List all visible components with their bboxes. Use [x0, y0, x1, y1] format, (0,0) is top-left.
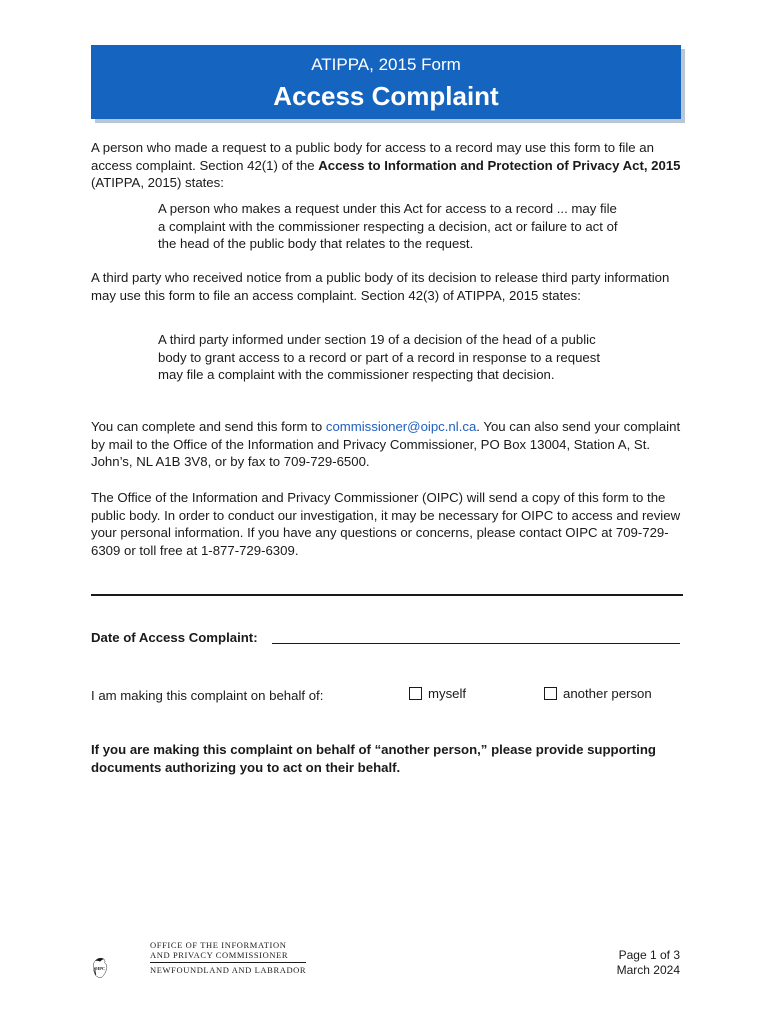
section-divider — [91, 594, 683, 596]
oipc-logo-text: OFFICE OF THE INFORMATION AND PRIVACY COMMISSIONER NEWFOUNDLAND AND LABRADOR — [150, 940, 307, 975]
another-person-checkbox[interactable] — [544, 687, 557, 700]
another-person-label: another person — [563, 686, 652, 701]
date-field[interactable] — [272, 643, 680, 644]
myself-label: myself — [428, 686, 467, 701]
intro-paragraph-1: A person who made a request to a public body for access to a record may use this form to file an access complaint. Section 42(1) of the Access to Information and Protection of Privacy Act, 2015 (ATIPPA, 2015) states: — [91, 140, 681, 190]
contact-paragraph: You can complete and send this form to commissioner@oipc.nl.ca. You can also send your complaint by mail to the Office of the Information and Privacy Commissioner, PO Box 13004, Station A, St. John’s, NL A1B 3V8, or by fax to 709-729-6500. — [91, 419, 681, 469]
email-link[interactable]: commissioner@oipc.nl.ca — [325, 419, 477, 434]
revision-date: March 2024 — [616, 963, 680, 977]
page-footer — [617, 948, 680, 978]
oipc-logo-emblem — [92, 930, 152, 1004]
option-another-person[interactable] — [544, 686, 652, 701]
form-header-banner — [91, 45, 681, 119]
act-name: Access to Information and Protection of Privacy Act, 2015 — [318, 157, 681, 173]
privacy-paragraph: The Office of the Information and Privacy Commissioner (OIPC) will send a copy of this form to the public body. In order to conduct our investigation, it may be necessary for OIPC to access and review your personal information. If you have any questions or concerns, please contact OIPC at 709-729-6309 or toll free at 1-877-729-6309. — [91, 490, 681, 558]
page-number: Page 1 of 3 — [618, 948, 680, 962]
date-label: Date of Access Complaint: — [91, 630, 258, 645]
myself-checkbox[interactable] — [409, 687, 422, 700]
intro-paragraph-2: A third party who received notice from a public body of its decision to release third party information may use this form to file an access complaint. Section 42(3) of ATIPPA, 2015 states: — [91, 270, 670, 303]
option-myself[interactable] — [409, 686, 466, 701]
authorization-note: If you are making this complaint on behalf of “another person,” please provide supporting documents authorizing you to act on their behalf. — [91, 742, 656, 775]
behalf-label: I am making this complaint on behalf of: — [91, 688, 324, 703]
form-title: Access Complaint — [273, 81, 499, 111]
form-subtitle: ATIPPA, 2015 Form — [311, 55, 461, 74]
quote-section-42-3: A third party informed under section 19 of a decision of the head of a public body to grant access to a record or part of a record in response to a request may file a complaint with the commissioner respecting that decision. — [158, 332, 601, 382]
emblem-text: OIPC — [94, 965, 106, 971]
quote-section-42-1: A person who makes a request under this Act for access to a record ... may file a complaint with the commissioner respecting a decision, act or failure to act of the head of the public body that relates to the request. — [158, 201, 618, 251]
